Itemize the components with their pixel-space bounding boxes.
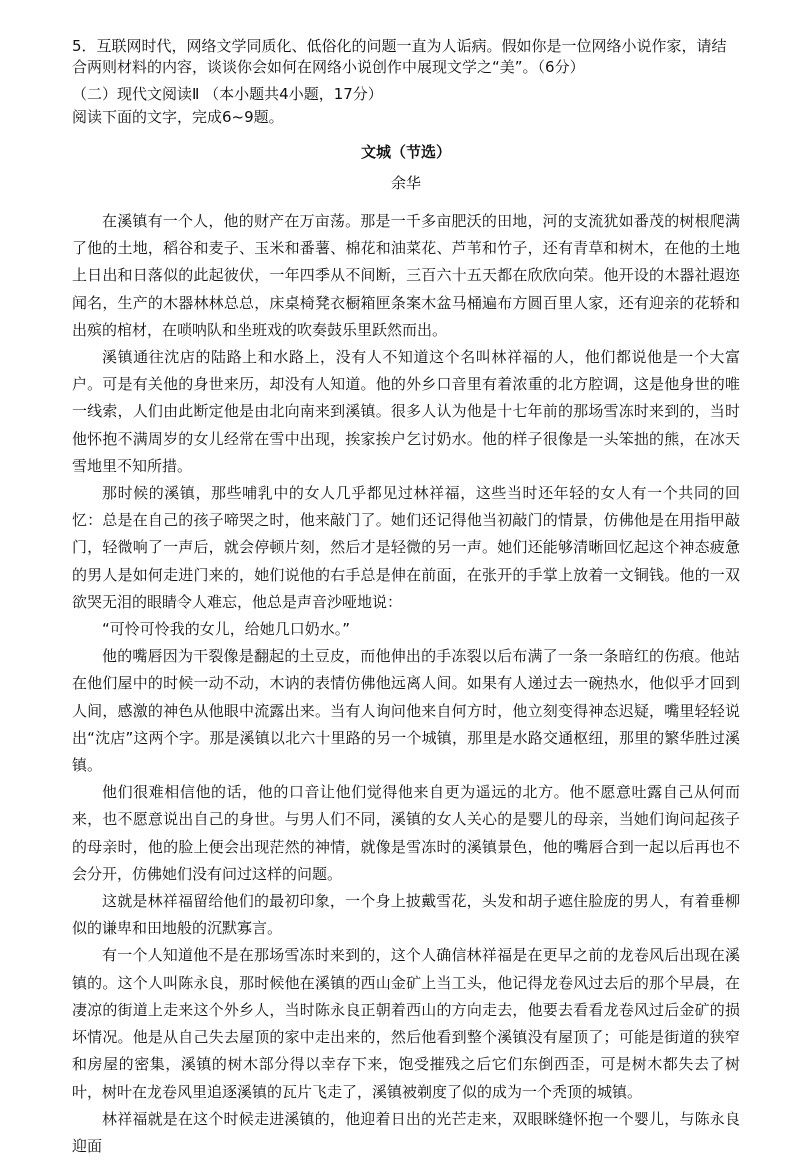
question-5: 5．互联网时代，网络文学同质化、低俗化的问题一直为人诟病。假如你是一位网络小说作家，请结合两则材料的内容，谈谈你会如何在网络小说创作中展现文学之“美”。（6分） bbox=[72, 37, 727, 76]
passage-title: 文城（节选） bbox=[360, 143, 451, 161]
passage-author: 余华 bbox=[390, 174, 421, 192]
reading-instruction: 阅读下面的文字，完成6~9题。 bbox=[72, 108, 284, 126]
paragraph: 他的嘴唇因为干裂像是翻起的土豆皮，而他伸出的手冻裂以后布满了一条一条暗红的伤痕。他站在他们屋中的时候一动不动，木讷的表情仿佛他远离人间。如果有人递过去一碗热水，他似乎才回到人间，感激的神色从他眼中流露出来。当有人询问他来自何方时，他立刻变得神态迟疑，嘴里轻轻说出“沈店”这两个字。那是溪镇以北六十里路的另一个城镇，那里是水路交通枢纽，那里的繁华胜过溪镇。 bbox=[72, 647, 740, 775]
paragraph: 那时候的溪镇，那些哺乳中的女人几乎都见过林祥福，这些当时还年轻的女人有一个共同的回忆：总是在自己的孩子啼哭之时，他来敲门了。她们还记得他当初敲门的情景，仿佛他是在用指甲敲门，轻微响了一声后，就会停顿片刻，然后才是轻微的另一声。她们还能够清晰回忆起这个神态疲惫的男人是如何走进门来的，她们说他的右手总是伸在前面，在张开的手掌上放着一文铜钱。他的一双欲哭无泪的眼睛令人难忘，他总是声音沙哑地说： bbox=[72, 484, 740, 611]
paragraph: 有一个人知道他不是在那场雪冻时来到的，这个人确信林祥福是在更早之前的龙卷风后出现在溪镇的。这个人叫陈永良，那时候他在溪镇的西山金矿上当工头，他记得龙卷风过去后的那个早晨，在凄凉的街道上走来这个外乡人，当时陈永良正朝着西山的方向走去，他要去看看龙卷风过后金矿的损坏情况。他是从自己失去屋顶的家中走出来的，然后他看到整个溪镇没有屋顶了；可能是街道的狭窄和房屋的密集，溪镇的树木部分得以幸存下来，饱受摧残之后它们东倒西歪，可是树木都失去了树叶，树叶在龙卷风里追逐溪镇的瓦片飞走了，溪镇被剃度了似的成为一个秃顶的城镇。 bbox=[72, 946, 740, 1101]
quoted-line: “可怜可怜我的女儿，给她几口奶水。” bbox=[102, 620, 351, 639]
paragraph: 在溪镇有一个人，他的财产在万亩荡。那是一千多亩肥沃的田地，河的支流犹如番茂的树根爬满了他的土地，稻谷和麦子、玉米和番薯、棉花和油菜花、芦苇和竹子，还有青草和树木，在他的土地上日出和日落似的此起彼伏，一年四季从不间断，三百六十五天都在欣欣向荣。他开设的木器社遐迩闻名，生产的木器林林总总，床桌椅凳衣橱箱匣条案木盆马桶遍布方圆百里人家，还有迎亲的花轿和出殡的棺材，在唢呐队和坐班戏的吹奏鼓乐里跃然而出。 bbox=[72, 212, 740, 339]
exam-page bbox=[72, 36, 740, 1160]
paragraph: 林祥福就是在这个时候走进溪镇的，他迎着日出的光芒走来，双眼眯缝怀抱一个婴儿，与陈永良迎面 bbox=[72, 1109, 740, 1155]
paragraph: 溪镇通往沈店的陆路上和水路上，没有人不知道这个名叫林祥福的人，他们都说他是一个大富户。可是有关他的身世来历，却没有人知道。他的外乡口音里有着浓重的北方腔调，这是他身世的唯一线索，人们由此断定他是由北向南来到溪镇。很多人认为他是十七年前的那场雪冻时来到的，当时他怀抱不满周岁的女儿经常在雪中出现，挨家挨户乞讨奶水。他的样子很像是一头笨拙的熊，在冰天雪地里不知所措。 bbox=[72, 348, 740, 475]
passage-body bbox=[72, 208, 740, 1160]
paragraph: 他们很难相信他的话，他的口音让他们觉得他来自更为遥远的北方。他不愿意吐露自己从何而来，也不愿意说出自己的身世。与男人们不同，溪镇的女人关心的是婴儿的母亲，当她们询问起孩子的母亲时，他的脸上便会出现茫然的神情，就像是雪冻时的溪镇景色，他的嘴唇合到一起以后再也不会分开，仿佛她们没有问过这样的问题。 bbox=[72, 783, 740, 883]
paragraph: 这就是林祥福留给他们的最初印象，一个身上披戴雪花，头发和胡子遮住脸庞的男人，有着垂柳似的谦卑和田地般的沉默寡言。 bbox=[72, 892, 740, 938]
section-heading: （二）现代文阅读Ⅱ （本小题共4小题，17分） bbox=[72, 85, 383, 103]
